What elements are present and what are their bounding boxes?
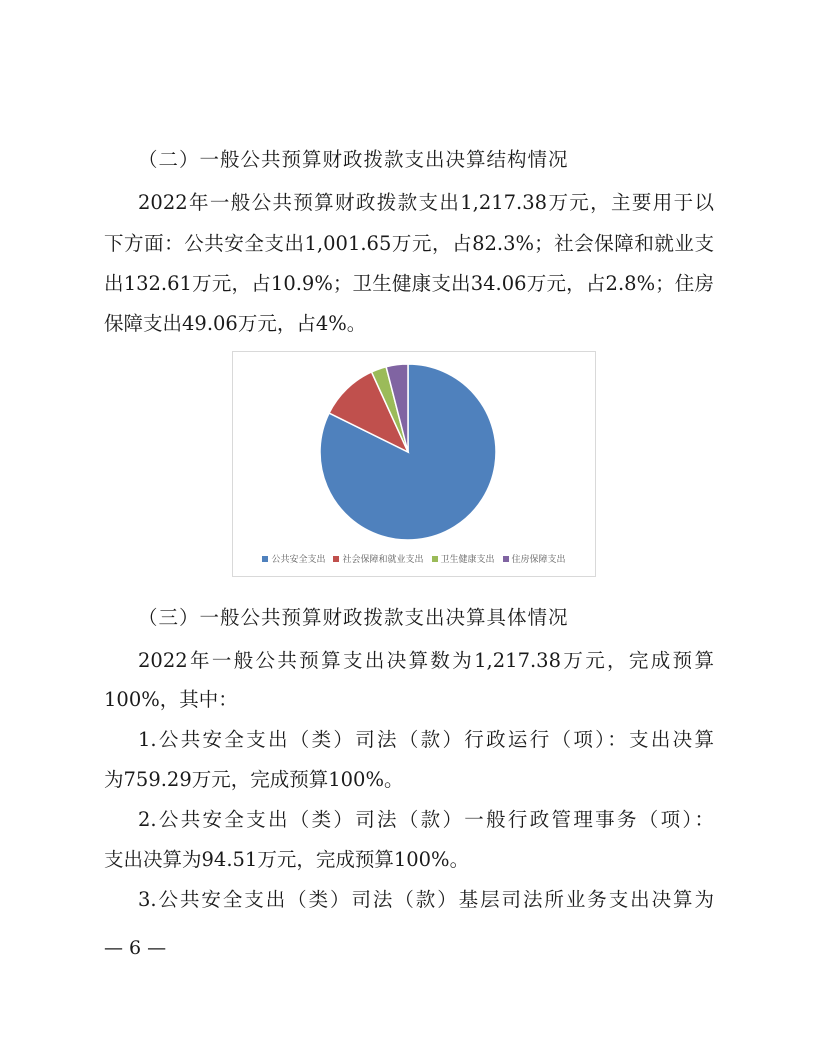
chart-legend <box>233 552 595 565</box>
legend-item <box>432 552 495 565</box>
legend-swatch <box>333 556 339 562</box>
section3-paragraph-line: 2022年一般公共预算支出决算数为1,217.38万元，完成预算 <box>138 649 714 672</box>
legend-item <box>503 552 566 565</box>
section2-heading: （二）一般公共预算财政拨款支出决算结构情况 <box>138 148 569 171</box>
section3-item-line: 2.公共安全支出（类）司法（款）一般行政管理事务（项）： <box>138 808 714 831</box>
section2-paragraph-line: 保障支出49.06万元，占4%。 <box>104 312 367 335</box>
pie-chart-plot <box>233 352 595 552</box>
legend-swatch <box>262 556 268 562</box>
legend-label: 公共安全支出 <box>271 555 326 565</box>
legend-swatch <box>432 556 438 562</box>
legend-item <box>333 552 423 565</box>
page-number: — 6 — <box>104 937 167 959</box>
legend-label: 社会保障和就业支出 <box>342 555 424 565</box>
section2-paragraph-line: 下方面：公共安全支出1,001.65万元，占82.3%；社会保障和就业支 <box>104 232 714 255</box>
section3-heading: （三）一般公共预算财政拨款支出决算具体情况 <box>138 606 569 629</box>
pie-chart <box>232 351 596 577</box>
section3-item-line: 支出决算为94.51万元，完成预算100%。 <box>104 848 470 871</box>
section3-item-line: 1.公共安全支出（类）司法（款）行政运行（项）：支出决算 <box>138 728 714 751</box>
section3-item-line: 3.公共安全支出（类）司法（款）基层司法所业务支出决算为 <box>138 888 714 911</box>
section2-paragraph-line: 出132.61万元，占10.9%；卫生健康支出34.06万元，占2.8%；住房 <box>104 272 714 295</box>
section3-paragraph-line: 100%，其中： <box>104 688 238 711</box>
legend-label: 卫生健康支出 <box>440 555 495 565</box>
section2-paragraph-line: 2022年一般公共预算财政拨款支出1,217.38万元，主要用于以 <box>138 191 714 214</box>
legend-swatch <box>503 556 509 562</box>
legend-item <box>262 552 325 565</box>
section3-item-line: 为759.29万元，完成预算100%。 <box>104 768 404 791</box>
legend-label: 住房保障支出 <box>511 555 566 565</box>
